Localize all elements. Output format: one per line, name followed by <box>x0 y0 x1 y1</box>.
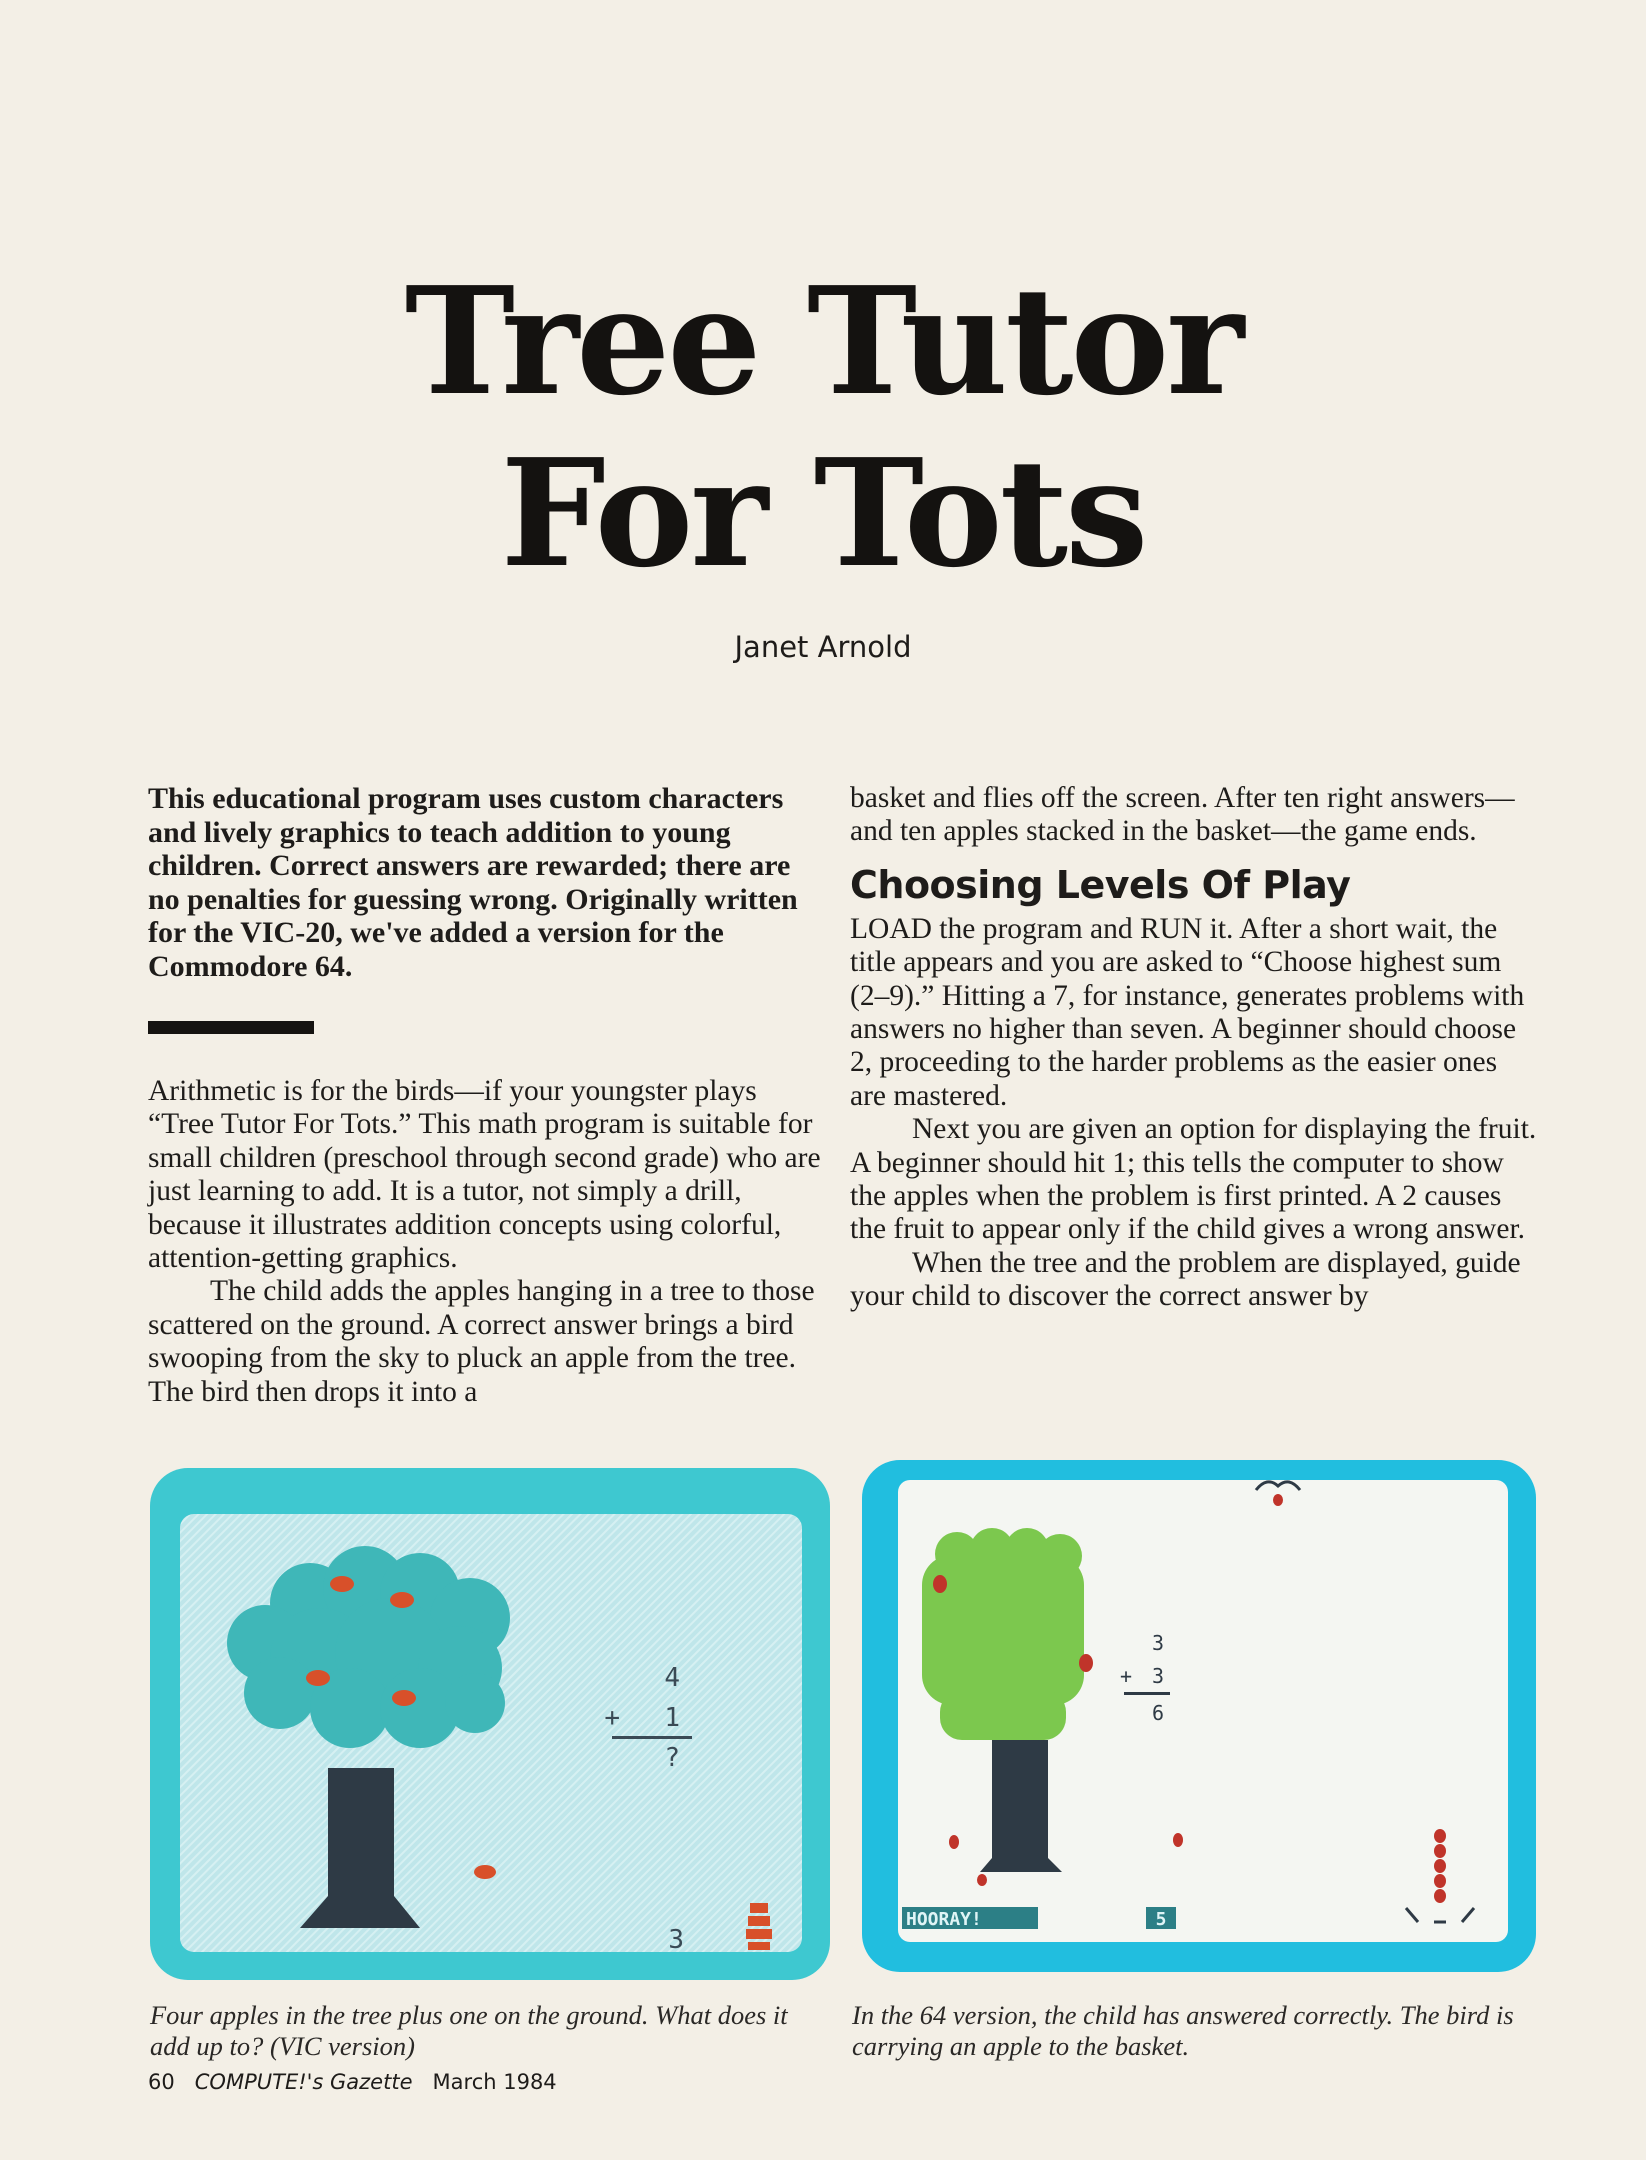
body-paragraph: The child adds the apples hanging in a tree to those scattered on the ground. A correct answer brings a bird swooping from the sky to pluck an apple from the tree. The bird then drops it into a <box>148 1275 815 1408</box>
section-rule <box>148 1021 314 1034</box>
page-number: 60 <box>148 2070 175 2094</box>
problem-second-number: 1 <box>664 1703 680 1733</box>
tree-canopy <box>922 1528 1084 1740</box>
body-paragraph: Arithmetic is for the birds—if your youngster plays “Tree Tutor For Tots.” This math program is suitable for small children (preschool through second grade) who are just learning to add. It is a tutor, not simply a drill, because it illustrates addition concepts using colorful, attention-getting graphics. <box>148 1075 821 1275</box>
hooray-message: HOORAY! <box>906 1909 982 1930</box>
body-paragraph: Next you are given an option for displaying the fruit. A beginner should hit 1; this tells the computer to show the apples when the problem is first printed. A 2 causes the fruit to appear only if the child gives a wrong answer. <box>850 1113 1537 1246</box>
problem-top-number: 3 <box>1151 1631 1164 1655</box>
left-column <box>148 782 828 1409</box>
body-paragraph: basket and flies off the screen. After ten right answers—and ten apples stacked in the basket—the game ends. <box>850 782 1515 848</box>
problem-second-number: 3 <box>1151 1664 1164 1688</box>
right-column <box>850 782 1540 1314</box>
body-paragraph: LOAD the program and RUN it. After a short wait, the title appears and you are asked to “Choose highest sum (2–9).” Hitting a 7, for instance, generates problems with answers no higher than seven. A beginner should choose 2, proceeding to the harder problems as the easier ones are mastered. <box>850 912 1525 1112</box>
vic-caption: Four apples in the tree plus one on the ground. What does it add up to? (VIC version) <box>150 2000 788 2061</box>
section-heading: Choosing Levels Of Play <box>850 862 1351 907</box>
body-paragraph: When the tree and the problem are displayed, guide your child to discover the correct answer by <box>850 1246 1521 1313</box>
article-title <box>0 255 1646 599</box>
magazine-name: COMPUTE!'s Gazette <box>194 2070 413 2094</box>
title-line-1: Tree Tutor <box>404 254 1242 428</box>
problem-answer: ? <box>664 1743 680 1773</box>
c64-caption: In the 64 version, the child has answered correctly. The bird is carrying an apple to the basket. <box>852 2000 1514 2061</box>
author-byline: Janet Arnold <box>734 630 912 664</box>
page-footer <box>148 2070 557 2094</box>
problem-answer: 6 <box>1151 1701 1164 1725</box>
crt-screen <box>180 1514 802 1952</box>
problem-top-number: 4 <box>664 1663 680 1693</box>
tree-base <box>980 1858 1062 1872</box>
score-value: 5 <box>1155 1909 1167 1930</box>
c64-screenshot <box>862 1460 1536 1972</box>
tree-trunk <box>992 1740 1048 1860</box>
problem-operator: + <box>1119 1664 1132 1688</box>
basket-count: 3 <box>668 1925 684 1955</box>
vic-screenshot <box>150 1468 830 1980</box>
problem-operator: + <box>604 1703 620 1733</box>
intro-paragraph: This educational program uses custom characters and lively graphics to teach addition to young children. Correct answers are rewarded; there are no penalties for guessing wrong. Originally written for the VIC-20, we've added a version for the Commodore 64. <box>148 782 798 983</box>
issue-date: March 1984 <box>432 2070 557 2094</box>
basket-apples-icon <box>1434 1829 1446 1903</box>
tree-trunk <box>328 1768 394 1898</box>
title-line-2: For Tots <box>500 426 1146 600</box>
